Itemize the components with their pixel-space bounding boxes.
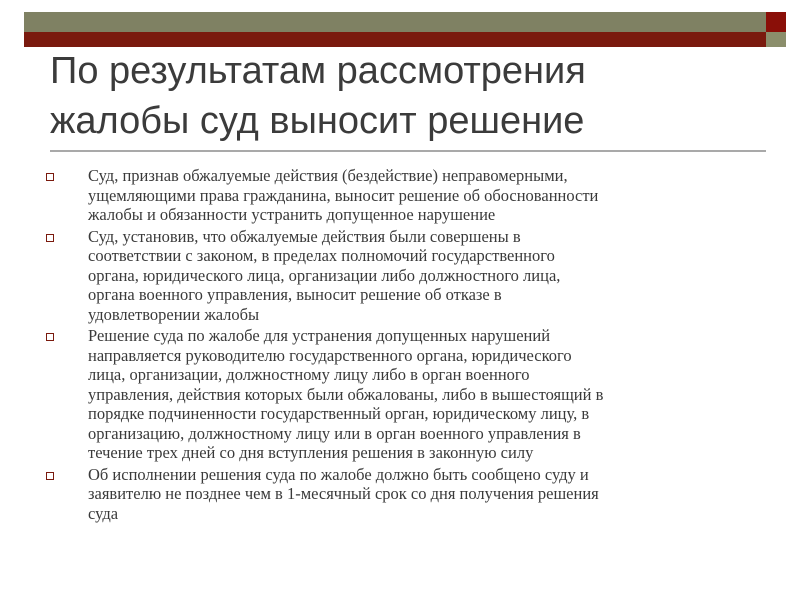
bullet-text-3 (88, 326, 771, 463)
bullet-4-line-3: суда (88, 503, 119, 523)
header-band-olive (24, 12, 766, 32)
slide-title (50, 46, 750, 146)
bullet-4-line-1: Об исполнении решения суда по жалобе должно быть сообщено суду и (88, 464, 589, 484)
bullet-text-4 (88, 465, 771, 524)
bullet-text-1 (88, 166, 771, 225)
bullet-3-line-6: организацию, должностному лицу или в орган военного управления в (88, 423, 581, 443)
header-corner-red-block (766, 12, 786, 32)
bullet-item-1 (46, 166, 771, 225)
title-divider (50, 150, 766, 152)
bullet-3-line-1: Решение суда по жалобе для устранения допущенных нарушений (88, 326, 551, 345)
bullet-item-3 (46, 326, 771, 463)
bullet-item-4 (46, 465, 771, 524)
bullet-3-line-3: лица, организации, должностному лицу либо в орган военного (88, 365, 530, 384)
hollow-square-bullet-icon (46, 234, 54, 242)
bullet-list (46, 166, 771, 525)
bullet-2-line-3: органа, юридического лица, организации либо должностного лица, (88, 265, 561, 285)
bullet-3-line-2: направляется руководителю государственного органа, юридического (88, 345, 572, 365)
bullet-1-line-1: Суд, признав обжалуемые действия (бездействие) неправомерными, (88, 166, 568, 185)
hollow-square-bullet-icon (46, 472, 54, 480)
bullet-2-line-1: Суд, установив, что обжалуемые действия были совершены в (88, 226, 521, 246)
bullet-item-2 (46, 227, 771, 325)
bullet-2-line-5: удовлетворении жалобы (88, 304, 260, 324)
bullet-4-line-2: заявителю не позднее чем в 1-месячный срок со дня получения решения (88, 484, 599, 503)
header-band-maroon (24, 32, 766, 47)
bullet-1-line-2: ущемляющими права гражданина, выносит решение об обоснованности (88, 185, 599, 205)
bullet-3-line-5: порядке подчиненности государственный орган, юридическому лицу, в (88, 404, 590, 423)
bullet-text-2 (88, 227, 771, 325)
hollow-square-bullet-icon (46, 333, 54, 341)
bullet-2-line-2: соответствии с законом, в пределах полномочий государственного (88, 246, 555, 265)
bullet-1-line-3: жалобы и обязанности устранить допущенное нарушение (88, 205, 496, 224)
hollow-square-bullet-icon (46, 173, 54, 181)
header-corner-olive-block (766, 32, 786, 47)
bullet-3-line-4: управления, действия которых были обжалованы, либо в вышестоящий в (88, 384, 604, 404)
slide-title-line-1: По результатам рассмотрения (50, 50, 586, 92)
bullet-2-line-4: органа военного управления, выносит решение об отказе в (88, 285, 502, 304)
slide-title-line-2: жалобы суд выносит решение (50, 100, 585, 142)
bullet-3-line-7: течение трех дней со дня вступления решения в законную силу (88, 443, 534, 462)
